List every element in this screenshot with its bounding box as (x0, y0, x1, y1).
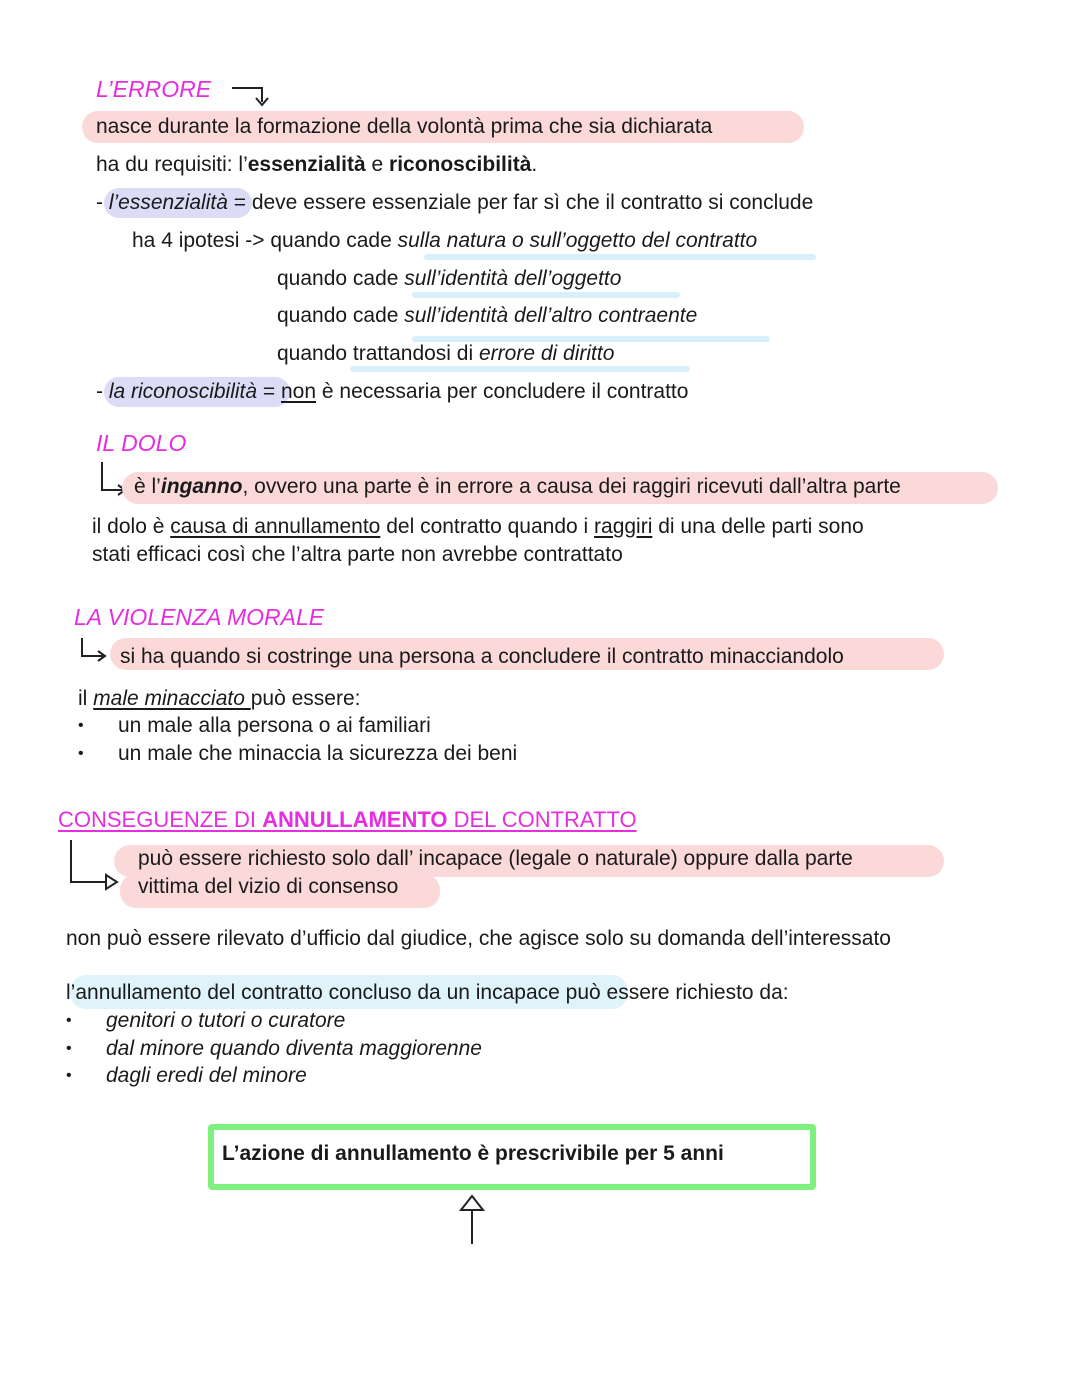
bullet-icon: • (78, 745, 84, 762)
errore-definition: nasce durante la formazione della volontà prima che sia dichiarata (96, 115, 713, 138)
list-item: dagli eredi del minore (106, 1064, 307, 1087)
ipotesi-1: ha 4 ipotesi -> quando cade sulla natura o sull’oggetto del contratto (132, 229, 758, 252)
dolo-definition: è l’inganno, ovvero una parte è in errore a causa dei raggiri ricevuti dall’altra parte (134, 475, 901, 498)
violenza-definition: si ha quando si costringe una persona a concludere il contratto minacciandolo (120, 645, 844, 668)
ipotesi-3: quando cade sull’identità dell’altro contraente (277, 304, 698, 327)
arrow-down-icon (230, 84, 274, 112)
bullet-icon: • (66, 1012, 72, 1029)
violenza-title: LA VIOLENZA MORALE (74, 604, 325, 630)
list-item: un male alla persona o ai familiari (118, 714, 431, 737)
list-item: genitori o tutori o curatore (106, 1009, 346, 1032)
bullet-icon: • (78, 717, 84, 734)
prescrizione-text: L’azione di annullamento è prescrivibile per 5 anni (222, 1142, 724, 1165)
conseguenze-line-2: vittima del vizio di consenso (138, 875, 399, 898)
underline-ipotesi-2 (412, 292, 680, 298)
underline-ipotesi-1 (424, 254, 816, 260)
incapace-line: l’annullamento del contratto concluso da un incapace può essere richiesto da: (66, 981, 789, 1004)
dolo-paragraph-2: stati efficaci così che l’altra parte non avrebbe contrattato (92, 543, 623, 566)
dolo-title: IL DOLO (96, 430, 187, 456)
list-item: un male che minaccia la sicurezza dei beni (118, 742, 518, 765)
essenzialita-line: - l’essenzialità = deve essere essenziale per far sì che il contratto si conclude (96, 191, 814, 214)
ipotesi-4: quando trattandosi di errore di diritto (277, 342, 615, 365)
arrow-up-icon (458, 1192, 486, 1246)
conseguenze-line-1: può essere richiesto solo dall’ incapace (legale o naturale) oppure dalla parte (138, 847, 853, 870)
underline-ipotesi-4 (350, 366, 690, 372)
bullet-icon: • (66, 1040, 72, 1057)
errore-requisiti: ha du requisiti: l’essenzialità e riconoscibilità. (96, 153, 538, 176)
arrow-right-icon (80, 636, 110, 666)
ipotesi-2: quando cade sull’identità dell’oggetto (277, 267, 622, 290)
ufficio-line: non può essere rilevato d’ufficio dal giudice, che agisce solo su domanda dell’interessato (66, 927, 891, 950)
arrow-right-icon (68, 838, 120, 888)
conseguenze-title: CONSEGUENZE DI ANNULLAMENTO DEL CONTRATTO (58, 807, 637, 832)
male-minacciato-line: il male minacciato può essere: (78, 687, 361, 710)
riconoscibilita-line: - la riconoscibilità = non è necessaria per concludere il contratto (96, 380, 689, 403)
list-item: dal minore quando diventa maggiorenne (106, 1037, 482, 1060)
bullet-icon: • (66, 1067, 72, 1084)
errore-title: L’ERRORE (96, 76, 212, 102)
dolo-paragraph-1: il dolo è causa di annullamento del contratto quando i raggiri di una delle parti sono (92, 515, 864, 538)
